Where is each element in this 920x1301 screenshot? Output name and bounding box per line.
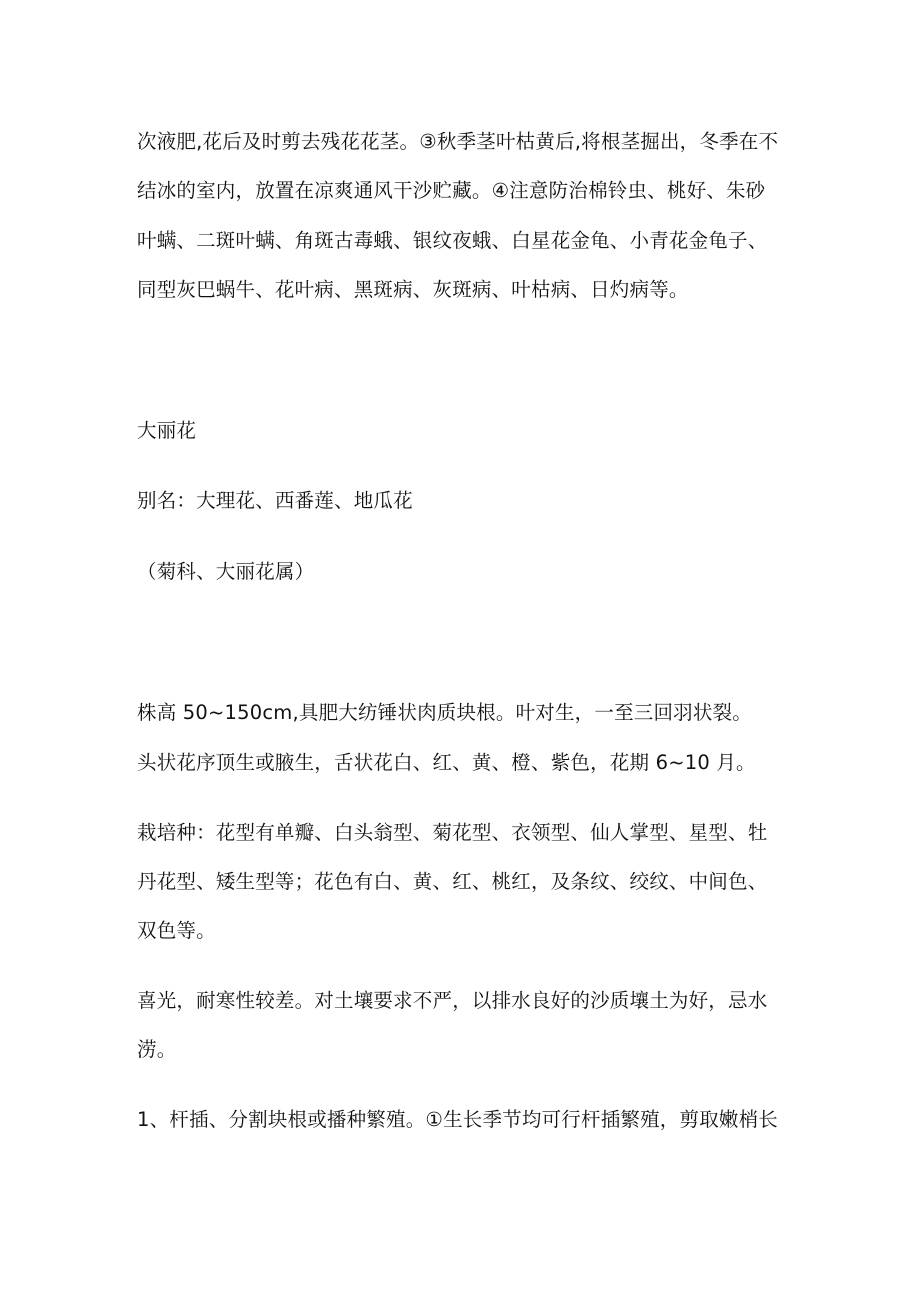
intro-line-3: 叶螨、二斑叶螨、角斑古毒蛾、银纹夜蛾、白星花金龟、小青花金龟子、	[137, 229, 768, 252]
plant-name-heading: 大丽花	[137, 419, 197, 442]
intro-line-2: 结冰的室内，放置在凉爽通风干沙贮藏。④注意防治棉铃虫、桃好、朱砂	[137, 179, 766, 202]
intro-line-4: 同型灰巴蜗牛、花叶病、黑斑病、灰斑病、叶枯病、日灼病等。	[137, 278, 689, 301]
plant-family: （菊科、大丽花属）	[137, 560, 315, 583]
habit-line-2: 涝。	[137, 1038, 177, 1061]
cultivars-line-1: 栽培种：花型有单瓣、白头翁型、菊花型、衣领型、仙人掌型、星型、牡	[137, 821, 768, 844]
morphology-line-1: 株高 50~150cm,具肥大纺锤状肉质块根。叶对生，一至三回羽状裂。	[137, 701, 752, 724]
cultivars-line-2: 丹花型、矮生型等；花色有白、黄、红、桃红，及条纹、绞纹、中间色、	[137, 870, 768, 893]
habit-line-1: 喜光，耐寒性较差。对土壤要求不严，以排水良好的沙质壤土为好，忌水	[137, 989, 768, 1012]
intro-line-1: 次液肥,花后及时剪去残花花茎。③秋季茎叶枯黄后,将根茎掘出，冬季在不	[137, 130, 779, 153]
morphology-line-2: 头状花序顶生或腋生，舌状花白、红、黄、橙、紫色，花期 6~10 月。	[137, 751, 756, 774]
cultivars-line-3: 双色等。	[137, 919, 216, 942]
plant-alias: 别名：大理花、西番莲、地瓜花	[137, 489, 413, 512]
propagation-line-1: 1、杆插、分割块根或播种繁殖。①生长季节均可行杆插繁殖，剪取嫩梢长	[137, 1108, 778, 1131]
